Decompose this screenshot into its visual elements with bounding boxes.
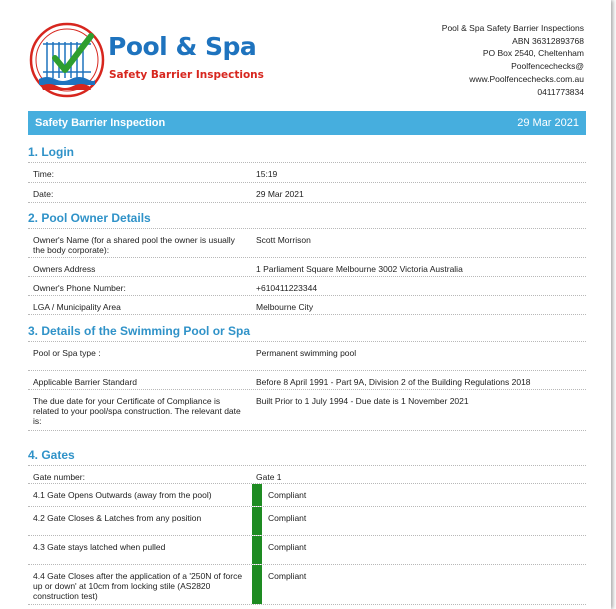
table-row [28, 390, 586, 431]
row-label: 4.1 Gate Opens Outwards (away from the pool) [33, 490, 212, 500]
row-label: Time: [33, 169, 54, 179]
row-value: Melbourne City [256, 302, 314, 312]
logo-tagline: Safety Barrier Inspections [109, 69, 264, 81]
row-label: Pool or Spa type : [33, 348, 101, 358]
section-title: 4. Gates [28, 448, 586, 466]
company-website[interactable]: www.Poolfencechecks.com.au [469, 73, 584, 84]
row-value: Permanent swimming pool [256, 348, 357, 358]
section-gates [28, 448, 586, 605]
company-name: Pool & Spa Safety Barrier Inspections [441, 23, 584, 33]
compliance-indicator [252, 484, 262, 506]
table-row [28, 163, 586, 183]
company-email[interactable]: Poolfencechecks@ [511, 61, 584, 72]
compliance-status: Compliant [268, 571, 307, 581]
section-title: 2. Pool Owner Details [28, 211, 586, 229]
section-owner-details [28, 211, 586, 315]
compliance-indicator [252, 536, 262, 564]
compliance-indicator [252, 507, 262, 535]
table-row [28, 565, 586, 605]
report-banner [28, 111, 586, 135]
section-pool-details [28, 324, 586, 431]
company-phone: 0411773834 [537, 86, 584, 97]
table-row [28, 258, 586, 277]
compliance-status: Compliant [268, 490, 307, 500]
section-title: 1. Login [28, 145, 586, 163]
table-row [28, 371, 586, 390]
row-value: +610411223344 [256, 283, 318, 293]
row-value: 29 Mar 2021 [256, 189, 304, 199]
row-value: Scott Morrison [256, 235, 311, 245]
row-value: 15:19 [256, 169, 278, 179]
company-abn: ABN 36312893768 [512, 35, 584, 46]
table-row [28, 536, 586, 565]
logo-wordmark: Pool & Spa [108, 32, 257, 61]
report-date: 29 Mar 2021 [517, 117, 579, 129]
table-row [28, 296, 586, 315]
row-label: Applicable Barrier Standard [33, 377, 137, 387]
row-label: Gate number: [33, 472, 85, 482]
row-label: Owner's Phone Number: [33, 283, 126, 293]
section-login [28, 145, 586, 203]
row-value: Built Prior to 1 July 1994 - Due date is 1 November 2021 [256, 396, 469, 406]
row-label: Owners Address [33, 264, 96, 274]
row-label: 4.2 Gate Closes & Latches from any position [33, 513, 202, 523]
table-row [28, 342, 586, 371]
table-row [28, 484, 586, 507]
table-row [28, 229, 586, 258]
gate-number-value: Gate 1 [256, 472, 282, 482]
compliance-indicator [252, 565, 262, 604]
compliance-status: Compliant [268, 513, 307, 523]
row-label: Date: [33, 189, 54, 199]
compliance-status: Compliant [268, 542, 307, 552]
table-row [28, 507, 586, 536]
company-address: PO Box 2540, Cheltenham [482, 48, 584, 59]
row-label: 4.4 Gate Closes after the application of a '250N of force up or down' at 10cm from locking stile (AS2820 construction test) [33, 571, 243, 601]
section-title: 3. Details of the Swimming Pool or Spa [28, 324, 586, 342]
row-label: LGA / Municipality Area [33, 302, 121, 312]
row-value: 1 Parliament Square Melbourne 3002 Victoria Australia [256, 264, 463, 274]
row-label: Owner's Name (for a shared pool the owner is usually the body corporate): [33, 235, 235, 255]
table-row [28, 466, 586, 484]
table-row [28, 277, 586, 296]
report-title: Safety Barrier Inspection [35, 117, 166, 129]
company-info [442, 22, 584, 98]
row-label: 4.3 Gate stays latched when pulled [33, 542, 166, 552]
row-label: The due date for your Certificate of Compliance is related to your pool/spa construction. The relevant date is: [33, 396, 241, 426]
row-value: Before 8 April 1991 - Part 9A, Division 2 of the Building Regulations 2018 [256, 377, 531, 387]
table-row [28, 183, 586, 203]
